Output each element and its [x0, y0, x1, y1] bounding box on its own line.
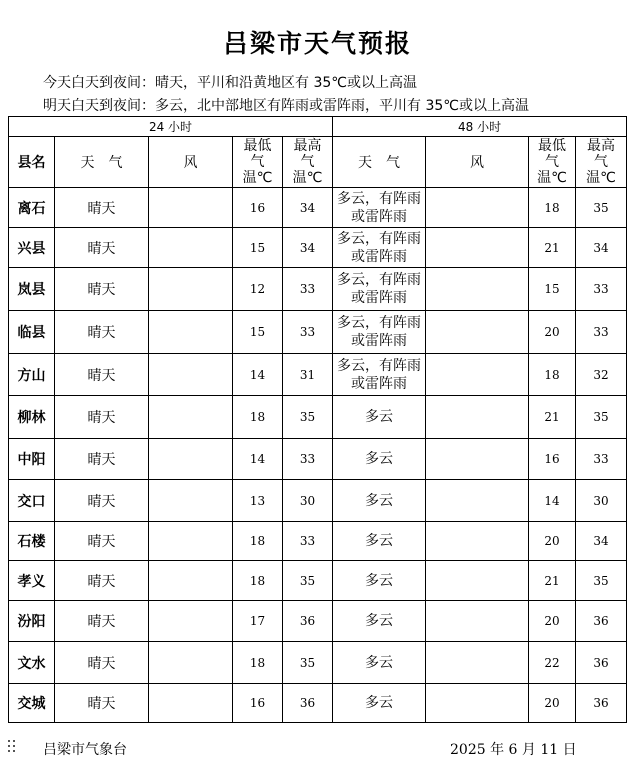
weather-48-line: 多云 — [365, 613, 394, 629]
today-summary: 今天白天到夜间：晴天，平川和沿黄地区有 35℃或以上高温 — [43, 75, 417, 91]
max-temp-24-cell: 33 — [283, 311, 333, 354]
weather-48-line: 多云，有阵雨 — [337, 357, 422, 374]
min-temp-header-line: 温℃ — [242, 170, 273, 186]
min-temp-48-cell: 20 — [529, 522, 576, 561]
wind-48-cell — [426, 561, 529, 601]
issue-date: 2025 年 6 月 11 日 — [450, 742, 577, 758]
county-cell: 离石 — [9, 188, 55, 228]
weather-24-header: 天 气 — [55, 137, 149, 188]
table-row — [9, 642, 627, 684]
max-temp-48-cell: 36 — [576, 642, 627, 684]
wind-24-cell — [149, 561, 233, 601]
min-temp-48-cell: 14 — [529, 480, 576, 522]
table-row — [9, 354, 627, 396]
county-cell: 兴县 — [9, 228, 55, 268]
max-temp-24-cell: 30 — [283, 480, 333, 522]
period-48-header: 48 小时 — [333, 117, 627, 137]
weather-24-cell: 晴天 — [55, 311, 149, 354]
max-temp-48-header — [576, 137, 627, 188]
max-temp-48-cell: 36 — [576, 684, 627, 723]
drag-handle-icon — [8, 740, 16, 754]
wind-24-cell — [149, 480, 233, 522]
max-temp-48-cell: 32 — [576, 354, 627, 396]
min-temp-48-cell: 22 — [529, 642, 576, 684]
table-row — [9, 601, 627, 642]
weather-48-line: 多云 — [365, 533, 394, 549]
weather-48-line: 或雷阵雨 — [351, 375, 408, 392]
weather-24-cell: 晴天 — [55, 268, 149, 311]
table-row — [9, 561, 627, 601]
weather-48-line: 或雷阵雨 — [351, 290, 408, 306]
max-temp-header-line: 温℃ — [586, 170, 616, 186]
max-temp-header-line: 温℃ — [292, 170, 323, 186]
wind-48-cell — [426, 311, 529, 354]
min-temp-48-cell: 15 — [529, 268, 576, 311]
max-temp-24-cell: 35 — [283, 642, 333, 684]
weather-24-cell: 晴天 — [55, 396, 149, 439]
weather-48-cell — [333, 522, 426, 561]
min-temp-24-cell: 18 — [233, 642, 283, 684]
min-temp-24-cell: 18 — [233, 396, 283, 439]
weather-48-line: 或雷阵雨 — [351, 248, 408, 265]
county-cell: 文水 — [9, 642, 55, 684]
min-temp-48-cell: 20 — [529, 684, 576, 723]
column-header-row — [9, 137, 627, 188]
weather-48-line: 多云 — [365, 572, 394, 589]
max-temp-48-cell: 33 — [576, 268, 627, 311]
wind-24-cell — [149, 396, 233, 439]
max-temp-48-cell: 34 — [576, 228, 627, 268]
max-temp-24-header — [283, 137, 333, 188]
max-temp-24-cell: 33 — [283, 439, 333, 480]
county-cell: 临县 — [9, 311, 55, 354]
county-cell: 方山 — [9, 354, 55, 396]
weather-24-cell: 晴天 — [55, 439, 149, 480]
weather-48-cell — [333, 684, 426, 723]
min-temp-48-cell: 21 — [529, 396, 576, 439]
min-temp-48-cell: 20 — [529, 311, 576, 354]
max-temp-header-line: 最高 — [293, 138, 322, 154]
county-cell: 交城 — [9, 684, 55, 723]
weather-48-line: 或雷阵雨 — [351, 208, 408, 225]
weather-48-cell — [333, 480, 426, 522]
min-temp-48-cell: 18 — [529, 188, 576, 228]
wind-24-cell — [149, 684, 233, 723]
table-row — [9, 439, 627, 480]
wind-48-cell — [426, 642, 529, 684]
min-temp-24-cell: 17 — [233, 601, 283, 642]
table-row — [9, 268, 627, 311]
table-row — [9, 311, 627, 354]
min-temp-24-cell: 13 — [233, 480, 283, 522]
weather-48-cell — [333, 642, 426, 684]
wind-48-cell — [426, 188, 529, 228]
weather-48-cell — [333, 601, 426, 642]
max-temp-48-cell: 35 — [576, 561, 627, 601]
min-temp-24-cell: 14 — [233, 354, 283, 396]
wind-24-cell — [149, 188, 233, 228]
table-row — [9, 396, 627, 439]
max-temp-48-cell: 35 — [576, 396, 627, 439]
county-cell: 岚县 — [9, 268, 55, 311]
min-temp-48-cell: 21 — [529, 228, 576, 268]
min-temp-48-cell: 21 — [529, 561, 576, 601]
weather-48-header: 天 气 — [333, 137, 426, 188]
max-temp-48-cell: 33 — [576, 439, 627, 480]
max-temp-24-cell: 33 — [283, 522, 333, 561]
weather-24-cell: 晴天 — [55, 480, 149, 522]
min-temp-48-cell: 16 — [529, 439, 576, 480]
weather-48-cell — [333, 228, 426, 268]
max-temp-48-cell: 35 — [576, 188, 627, 228]
wind-48-cell — [426, 396, 529, 439]
wind-24-cell — [149, 439, 233, 480]
weather-48-line: 多云，有阵雨 — [337, 315, 422, 331]
weather-48-line: 多云 — [365, 492, 394, 509]
min-temp-24-cell: 18 — [233, 561, 283, 601]
min-temp-header-line: 气 — [545, 154, 560, 170]
max-temp-header-line: 气 — [594, 154, 609, 170]
weather-48-line: 多云 — [365, 409, 394, 425]
max-temp-24-cell: 33 — [283, 268, 333, 311]
weather-48-cell — [333, 354, 426, 396]
max-temp-24-cell: 36 — [283, 601, 333, 642]
page-title: 吕梁市天气预报 — [222, 29, 412, 58]
wind-48-cell — [426, 480, 529, 522]
weather-24-cell: 晴天 — [55, 684, 149, 723]
wind-24-cell — [149, 311, 233, 354]
wind-24-cell — [149, 601, 233, 642]
max-temp-48-cell: 33 — [576, 311, 627, 354]
table-row — [9, 684, 627, 723]
wind-48-cell — [426, 522, 529, 561]
max-temp-24-cell: 34 — [283, 188, 333, 228]
min-temp-24-cell: 15 — [233, 311, 283, 354]
wind-48-cell — [426, 601, 529, 642]
wind-24-header: 风 — [149, 137, 233, 188]
weather-48-cell — [333, 439, 426, 480]
wind-24-cell — [149, 522, 233, 561]
max-temp-24-cell: 35 — [283, 396, 333, 439]
weather-48-cell — [333, 268, 426, 311]
wind-48-header: 风 — [426, 137, 529, 188]
weather-48-line: 多云，有阵雨 — [337, 230, 422, 247]
max-temp-24-cell: 31 — [283, 354, 333, 396]
max-temp-header-line: 气 — [300, 154, 315, 170]
county-cell: 石楼 — [9, 522, 55, 561]
period-24-header: 24 小时 — [9, 117, 333, 137]
min-temp-header-line: 气 — [250, 154, 265, 170]
county-cell: 交口 — [9, 480, 55, 522]
max-temp-24-cell: 35 — [283, 561, 333, 601]
max-temp-48-cell: 30 — [576, 480, 627, 522]
wind-24-cell — [149, 642, 233, 684]
wind-24-cell — [149, 268, 233, 311]
tomorrow-summary: 明天白天到夜间：多云，北中部地区有阵雨或雷阵雨，平川有 35℃或以上高温 — [43, 98, 529, 114]
max-temp-24-cell: 36 — [283, 684, 333, 723]
agency-name: 吕梁市气象台 — [43, 742, 127, 758]
min-temp-48-cell: 18 — [529, 354, 576, 396]
wind-48-cell — [426, 684, 529, 723]
table-row — [9, 228, 627, 268]
weather-24-cell: 晴天 — [55, 601, 149, 642]
weather-48-line: 多云，有阵雨 — [337, 190, 422, 207]
weather-24-cell: 晴天 — [55, 354, 149, 396]
min-temp-48-cell: 20 — [529, 601, 576, 642]
min-temp-header-line: 温℃ — [537, 170, 567, 186]
max-temp-48-cell: 34 — [576, 522, 627, 561]
weather-48-cell — [333, 396, 426, 439]
forecast-table — [8, 116, 627, 723]
county-cell: 柳林 — [9, 396, 55, 439]
wind-48-cell — [426, 228, 529, 268]
min-temp-header-line: 最低 — [538, 138, 567, 154]
min-temp-24-cell: 16 — [233, 188, 283, 228]
weather-48-line: 多云 — [365, 654, 394, 671]
max-temp-header-line: 最高 — [587, 138, 616, 154]
min-temp-24-cell: 12 — [233, 268, 283, 311]
wind-24-cell — [149, 354, 233, 396]
county-cell: 中阳 — [9, 439, 55, 480]
county-cell: 孝义 — [9, 561, 55, 601]
county-cell: 汾阳 — [9, 601, 55, 642]
min-temp-24-cell: 18 — [233, 522, 283, 561]
weather-24-cell: 晴天 — [55, 642, 149, 684]
weather-48-cell — [333, 311, 426, 354]
weather-24-cell: 晴天 — [55, 522, 149, 561]
wind-48-cell — [426, 268, 529, 311]
min-temp-24-cell: 16 — [233, 684, 283, 723]
weather-24-cell: 晴天 — [55, 188, 149, 228]
weather-48-line: 或雷阵雨 — [351, 333, 408, 349]
min-temp-24-cell: 15 — [233, 228, 283, 268]
county-header: 县名 — [9, 137, 55, 188]
weather-48-line: 多云 — [365, 451, 394, 467]
forecast-rows — [9, 188, 627, 723]
period-header-row — [9, 117, 627, 137]
min-temp-48-header — [529, 137, 576, 188]
weather-24-cell: 晴天 — [55, 228, 149, 268]
max-temp-24-cell: 34 — [283, 228, 333, 268]
min-temp-24-header — [233, 137, 283, 188]
weather-24-cell: 晴天 — [55, 561, 149, 601]
wind-24-cell — [149, 228, 233, 268]
min-temp-24-cell: 14 — [233, 439, 283, 480]
wind-48-cell — [426, 439, 529, 480]
weather-48-line: 多云，有阵雨 — [337, 272, 422, 288]
wind-48-cell — [426, 354, 529, 396]
max-temp-48-cell: 36 — [576, 601, 627, 642]
weather-48-cell — [333, 188, 426, 228]
weather-48-cell — [333, 561, 426, 601]
min-temp-header-line: 最低 — [243, 138, 272, 154]
weather-48-line: 多云 — [365, 695, 394, 711]
table-row — [9, 188, 627, 228]
table-row — [9, 522, 627, 561]
table-row — [9, 480, 627, 522]
